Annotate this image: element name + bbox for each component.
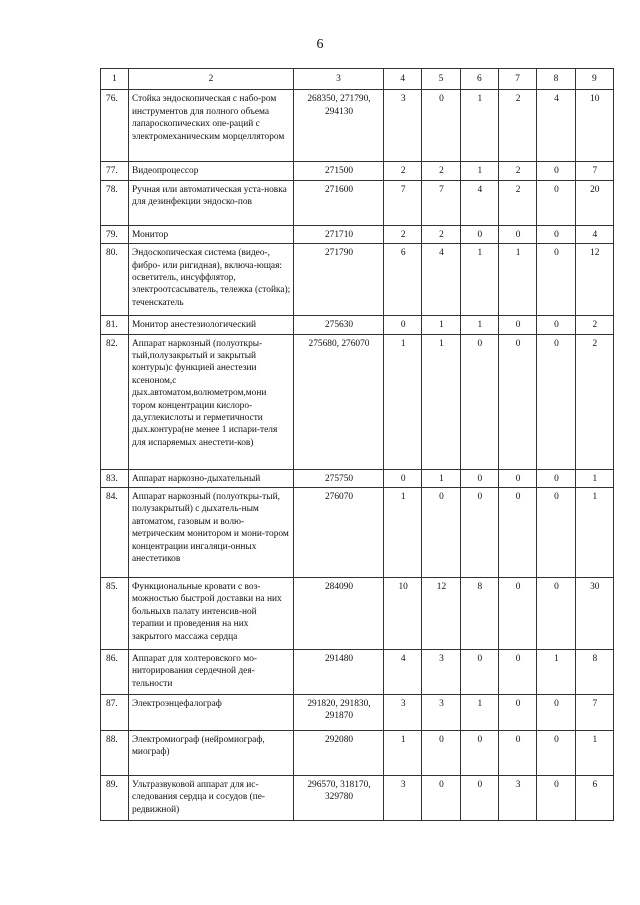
row-number: 80. xyxy=(101,244,129,316)
table-row xyxy=(101,731,614,776)
count-col-5: 2 xyxy=(422,162,460,180)
equipment-name: Эндоскопическая система (видео-, фибро- или ригидная), включа-ющая: осветитель, инсуффлятор, электроотсасыватель, тележка (стойка); теченскатель xyxy=(129,244,294,316)
equipment-name: Видеопроцессор xyxy=(129,162,294,180)
row-number: 82. xyxy=(101,334,129,469)
count-col-5: 7 xyxy=(422,180,460,225)
table-row xyxy=(101,180,614,225)
equipment-name: Ультразвуковой аппарат для ис-следования сердца и сосудов (пе-редвижной) xyxy=(129,776,294,821)
count-col-8: 0 xyxy=(537,225,575,243)
count-col-7: 0 xyxy=(498,469,536,487)
count-col-6: 4 xyxy=(460,180,498,225)
table-row xyxy=(101,90,614,162)
table-row xyxy=(101,650,614,695)
count-col-6: 0 xyxy=(460,469,498,487)
equipment-name: Ручная или автоматическая уста-новка для дезинфекции эндоско-пов xyxy=(129,180,294,225)
count-col-4: 1 xyxy=(384,731,422,776)
count-col-7: 2 xyxy=(498,180,536,225)
count-total: 1 xyxy=(575,488,613,578)
count-col-7: 0 xyxy=(498,225,536,243)
column-header: 3 xyxy=(294,69,384,90)
equipment-name: Монитор анестезиологический xyxy=(129,316,294,334)
count-col-7: 0 xyxy=(498,334,536,469)
row-number: 83. xyxy=(101,469,129,487)
table-row xyxy=(101,488,614,578)
row-number: 78. xyxy=(101,180,129,225)
equipment-name: Аппарат наркозный (полуоткры-тый,полузакрытый и закрытый контуры)с функцией анестезии ксеноном,с дых.автоматом,волюметром,мони тором концентрации кислоро-да,углекислоты и герметичности дых.контура(не менее 1 испари-теля для испаряемых анестети-ков) xyxy=(129,334,294,469)
count-total: 6 xyxy=(575,776,613,821)
count-col-8: 0 xyxy=(537,731,575,776)
count-col-8: 1 xyxy=(537,650,575,695)
table-row xyxy=(101,162,614,180)
count-col-5: 12 xyxy=(422,578,460,650)
equipment-name: Функциональные кровати с воз-можностью быстрой доставки на них больныхв палату интенсив-ной терапии и проведения на них закрытого массажа сердца xyxy=(129,578,294,650)
count-col-4: 3 xyxy=(384,695,422,731)
count-col-8: 0 xyxy=(537,578,575,650)
table-row xyxy=(101,695,614,731)
equipment-code: 291480 xyxy=(294,650,384,695)
table-row xyxy=(101,578,614,650)
count-total: 2 xyxy=(575,316,613,334)
equipment-name: Стойка эндоскопическая с набо-ром инструментов для полного объема лапароскопических опе-раций с электромеханическим морцеллятором xyxy=(129,90,294,162)
count-total: 20 xyxy=(575,180,613,225)
count-total: 10 xyxy=(575,90,613,162)
count-col-8: 0 xyxy=(537,180,575,225)
row-number: 84. xyxy=(101,488,129,578)
count-col-4: 3 xyxy=(384,90,422,162)
count-col-5: 0 xyxy=(422,90,460,162)
equipment-name: Аппарат наркозно-дыхательный xyxy=(129,469,294,487)
count-col-5: 2 xyxy=(422,225,460,243)
count-total: 8 xyxy=(575,650,613,695)
count-col-6: 0 xyxy=(460,488,498,578)
count-col-8: 4 xyxy=(537,90,575,162)
equipment-code: 271790 xyxy=(294,244,384,316)
count-col-6: 1 xyxy=(460,244,498,316)
row-number: 89. xyxy=(101,776,129,821)
row-number: 87. xyxy=(101,695,129,731)
count-col-5: 1 xyxy=(422,469,460,487)
table-row xyxy=(101,469,614,487)
column-header: 5 xyxy=(422,69,460,90)
count-col-6: 0 xyxy=(460,225,498,243)
column-header: 2 xyxy=(129,69,294,90)
count-col-7: 2 xyxy=(498,162,536,180)
count-col-4: 0 xyxy=(384,316,422,334)
column-header: 4 xyxy=(384,69,422,90)
equipment-code: 271710 xyxy=(294,225,384,243)
equipment-code: 275750 xyxy=(294,469,384,487)
table-row xyxy=(101,776,614,821)
equipment-name: Аппарат наркозный (полуоткры-тый, полузакрытый) с дыхатель-ным автоматом, газовым и волю-метрическим монитором и мони-тором концентрации ингаляци-онных анестетиков xyxy=(129,488,294,578)
column-number-header-row xyxy=(101,69,614,90)
count-col-6: 1 xyxy=(460,162,498,180)
count-col-7: 1 xyxy=(498,244,536,316)
equipment-name: Монитор xyxy=(129,225,294,243)
equipment-table xyxy=(100,68,614,821)
equipment-code: 271600 xyxy=(294,180,384,225)
page-number: 6 xyxy=(316,37,324,52)
count-col-5: 0 xyxy=(422,488,460,578)
column-header: 7 xyxy=(498,69,536,90)
row-number: 79. xyxy=(101,225,129,243)
count-col-6: 0 xyxy=(460,776,498,821)
table-row xyxy=(101,244,614,316)
count-col-7: 3 xyxy=(498,776,536,821)
column-header: 8 xyxy=(537,69,575,90)
count-col-8: 0 xyxy=(537,162,575,180)
count-total: 2 xyxy=(575,334,613,469)
count-col-6: 1 xyxy=(460,695,498,731)
count-col-7: 0 xyxy=(498,650,536,695)
table-row xyxy=(101,334,614,469)
count-col-5: 4 xyxy=(422,244,460,316)
count-col-5: 3 xyxy=(422,650,460,695)
column-header: 9 xyxy=(575,69,613,90)
count-col-4: 7 xyxy=(384,180,422,225)
count-col-6: 0 xyxy=(460,731,498,776)
equipment-code: 296570, 318170, 329780 xyxy=(294,776,384,821)
count-col-5: 1 xyxy=(422,334,460,469)
row-number: 88. xyxy=(101,731,129,776)
count-col-8: 0 xyxy=(537,244,575,316)
count-total: 4 xyxy=(575,225,613,243)
count-total: 12 xyxy=(575,244,613,316)
count-total: 1 xyxy=(575,469,613,487)
count-col-8: 0 xyxy=(537,469,575,487)
count-col-6: 0 xyxy=(460,650,498,695)
count-col-4: 1 xyxy=(384,488,422,578)
count-col-4: 4 xyxy=(384,650,422,695)
count-col-8: 0 xyxy=(537,695,575,731)
equipment-name: Аппарат для холтеровского мо-ниторирования сердечной дея-тельности xyxy=(129,650,294,695)
count-col-4: 1 xyxy=(384,334,422,469)
count-col-7: 0 xyxy=(498,731,536,776)
count-col-4: 3 xyxy=(384,776,422,821)
column-header: 6 xyxy=(460,69,498,90)
row-number: 86. xyxy=(101,650,129,695)
count-col-4: 2 xyxy=(384,162,422,180)
count-col-4: 6 xyxy=(384,244,422,316)
count-col-6: 8 xyxy=(460,578,498,650)
count-col-7: 0 xyxy=(498,488,536,578)
count-col-4: 0 xyxy=(384,469,422,487)
equipment-name: Электромиограф (нейромиограф, миограф) xyxy=(129,731,294,776)
count-col-5: 1 xyxy=(422,316,460,334)
count-col-8: 0 xyxy=(537,488,575,578)
equipment-code: 284090 xyxy=(294,578,384,650)
table-row xyxy=(101,225,614,243)
count-col-8: 0 xyxy=(537,334,575,469)
equipment-code: 291820, 291830, 291870 xyxy=(294,695,384,731)
count-col-6: 1 xyxy=(460,316,498,334)
count-total: 7 xyxy=(575,162,613,180)
count-col-7: 0 xyxy=(498,695,536,731)
row-number: 76. xyxy=(101,90,129,162)
count-col-6: 1 xyxy=(460,90,498,162)
equipment-name: Электроэнцефалограф xyxy=(129,695,294,731)
row-number: 81. xyxy=(101,316,129,334)
equipment-code: 268350, 271790, 294130 xyxy=(294,90,384,162)
equipment-code: 275680, 276070 xyxy=(294,334,384,469)
count-col-8: 0 xyxy=(537,776,575,821)
count-col-5: 3 xyxy=(422,695,460,731)
equipment-code: 276070 xyxy=(294,488,384,578)
count-col-7: 2 xyxy=(498,90,536,162)
row-number: 77. xyxy=(101,162,129,180)
equipment-code: 275630 xyxy=(294,316,384,334)
count-total: 1 xyxy=(575,731,613,776)
count-col-7: 0 xyxy=(498,316,536,334)
column-header: 1 xyxy=(101,69,129,90)
count-total: 7 xyxy=(575,695,613,731)
count-col-7: 0 xyxy=(498,578,536,650)
table-row xyxy=(101,316,614,334)
count-col-4: 2 xyxy=(384,225,422,243)
count-total: 30 xyxy=(575,578,613,650)
count-col-6: 0 xyxy=(460,334,498,469)
row-number: 85. xyxy=(101,578,129,650)
equipment-code: 292080 xyxy=(294,731,384,776)
count-col-5: 0 xyxy=(422,776,460,821)
count-col-8: 0 xyxy=(537,316,575,334)
count-col-4: 10 xyxy=(384,578,422,650)
equipment-code: 271500 xyxy=(294,162,384,180)
count-col-5: 0 xyxy=(422,731,460,776)
